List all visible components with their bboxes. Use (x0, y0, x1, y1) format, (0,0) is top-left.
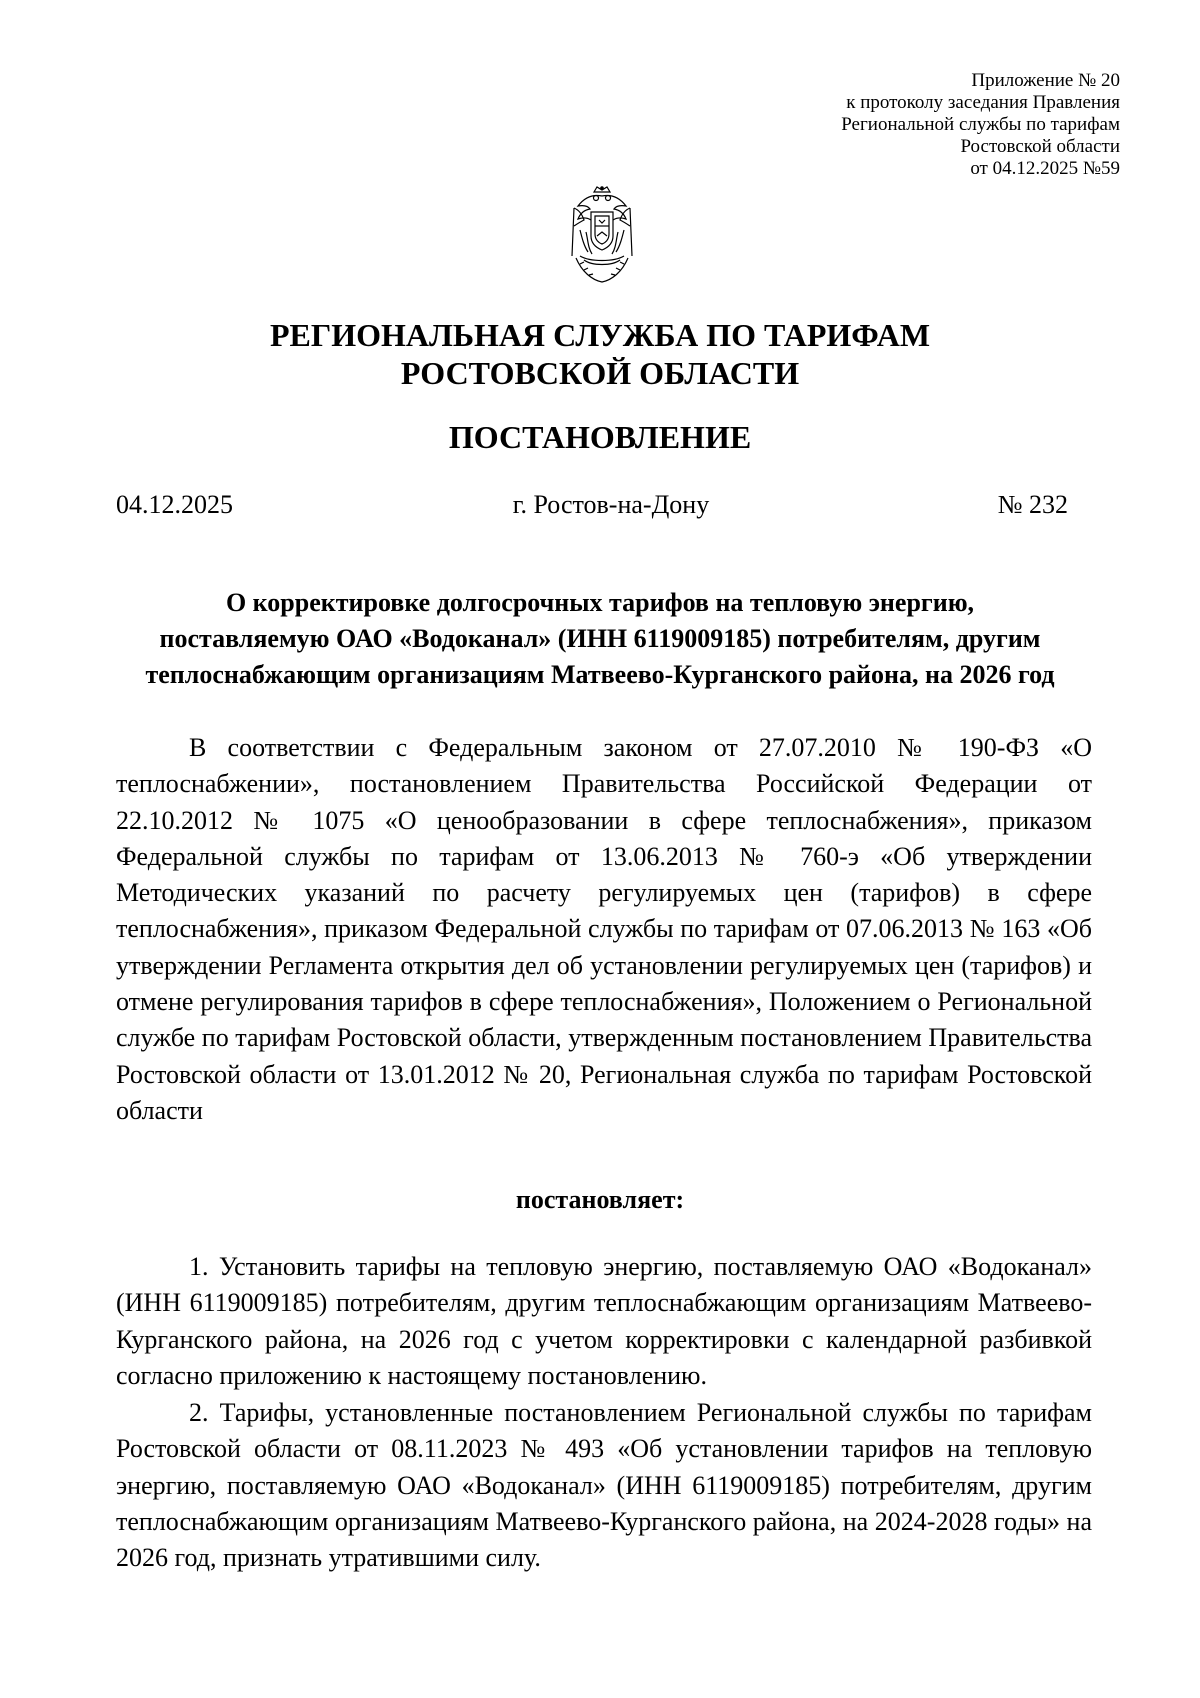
preamble (116, 730, 1092, 1129)
subject-line: поставляемую ОАО «Водоканал» (ИНН 6119009185) потребителям, другим (159, 624, 1041, 653)
clause-1 (116, 1249, 1092, 1394)
preamble-paragraph: В соответствии с Федеральным законом от 27.07.2010 № 190-ФЗ «О теплоснабжении», постановлением Правительства Российской Федерации от 22.10.2012 № 1075 «О ценообразовании в сфере теплоснабжения», приказом Федеральной службы по тарифам от 13.06.2013 № 760-э «Об утверждении Методических указаний по расчету регулируемых цен (тарифов) в сфере теплоснабжения», приказом Федеральной службы по тарифам от 07.06.2013 № 163 «Об утверждении Регламента открытия дел об установлении регулируемых цен (тарифов) и отмене регулирования тарифов в сфере теплоснабжения», Положением о Региональной службе по тарифам Ростовской области, утвержденным постановлением Правительства Ростовской области от 13.01.2012 № 20, Региональная служба по тарифам Ростовской области (116, 733, 1092, 1125)
appendix-note-line: Приложение № 20 (971, 70, 1120, 91)
clause-2 (116, 1395, 1092, 1576)
document-subject (100, 585, 1100, 693)
document-type: ПОСТАНОВЛЕНИЕ (448, 419, 752, 455)
organization-title-line: РОСТОВСКОЙ ОБЛАСТИ (400, 355, 800, 391)
organization-title (0, 316, 1200, 392)
appendix-note-line: Региональной службы по тарифам (841, 114, 1120, 135)
document-city: г. Ростов-на-Дону (512, 490, 710, 519)
resolves-heading: постановляет: (515, 1185, 685, 1214)
appendix-note (620, 70, 1120, 180)
appendix-note-line: Ростовской области (960, 136, 1120, 157)
document-date: 04.12.2025 (116, 490, 233, 519)
document-number: № 232 (997, 490, 1068, 519)
appendix-note-line: к протоколу заседания Правления (846, 92, 1120, 113)
coat-of-arms-icon (566, 186, 638, 284)
document-meta (116, 488, 1068, 522)
organization-title-line: РЕГИОНАЛЬНАЯ СЛУЖБА ПО ТАРИФАМ (269, 317, 931, 353)
clause-paragraph: 1. Установить тарифы на тепловую энергию, поставляемую ОАО «Водоканал» (ИНН 6119009185) потребителям, другим теплоснабжающим организациям Матвеево-Курганского района, на 2026 год с учетом корректировки с календарной разбивкой согласно приложению к настоящему постановлению. (116, 1252, 1092, 1390)
subject-line: теплоснабжающим организациям Матвеево-Курганского района, на 2026 год (145, 660, 1055, 689)
clause-paragraph: 2. Тарифы, установленные постановлением Региональной службы по тарифам Ростовской области от 08.11.2023 № 493 «Об установлении тарифов на тепловую энергию, поставляемую ОАО «Водоканал» (ИНН 6119009185) потребителям, другим теплоснабжающим организациям Матвеево-Курганского района, на 2024-2028 годы» на 2026 год, признать утратившими силу. (116, 1398, 1092, 1573)
appendix-note-line: от 04.12.2025 №59 (970, 158, 1120, 179)
subject-line: О корректировке долгосрочных тарифов на тепловую энергию, (225, 588, 975, 617)
